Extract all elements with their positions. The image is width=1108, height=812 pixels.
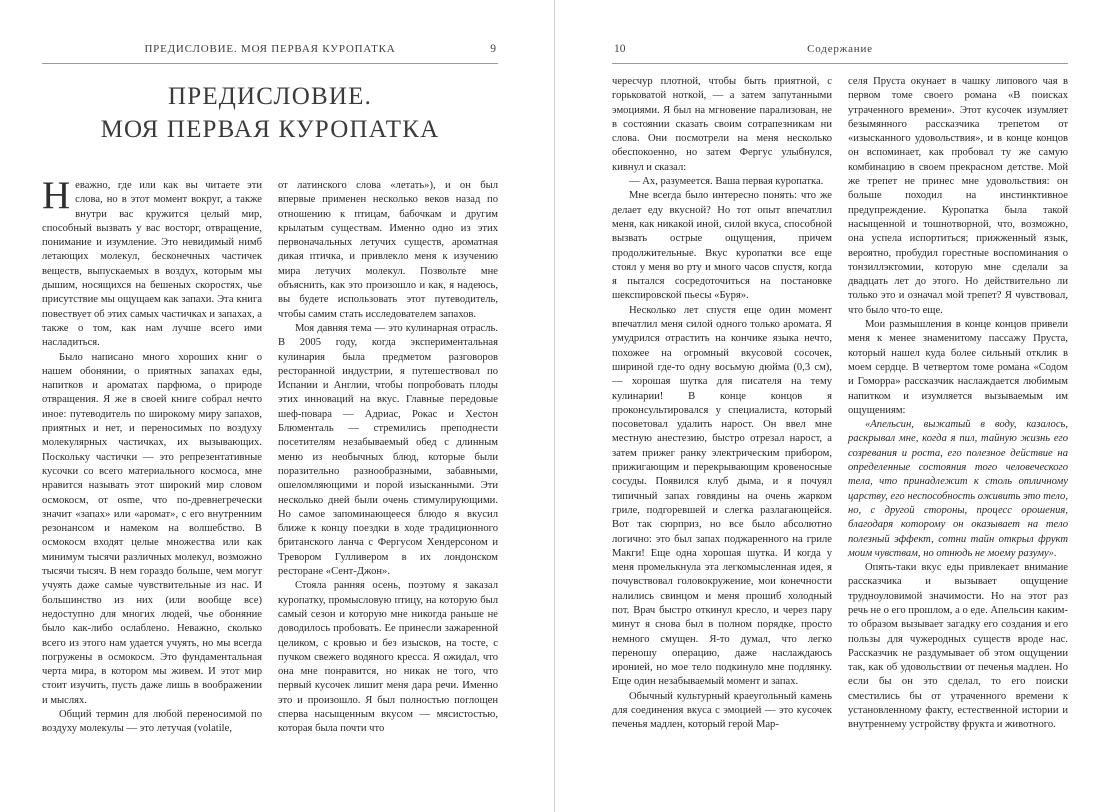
chapter-title-line1: ПРЕДИСЛОВИЕ. bbox=[167, 83, 373, 110]
paragraph: Опять-таки вкус еды привлекает внимание рассказчика и вызывает ощущение трудноуловимой значимости. Но на этот раз речь не о его прошлом, а о еде. Апельсин каким-то образом вызывает загадку его создания и его пользы для чужеродных существ вроде нас. Рассказчик не раздумывает об этом ощущении так, как об удовольствии от печенья мадлен. Но если бы он это сделал, то его поиски сместились бы от утраченного времени к установленному факту, естественной истории и внутреннему устройству фрукта и животного. bbox=[848, 562, 1068, 731]
paragraph: Мне всегда было интересно понять: что же делает еду вкусной? Но тот опыт впечатлил меня, как никакой иной, силой вкуса, способной вызвать острые ощущения, причем продолжительные. Вкус куропатки все еще стоял у меня во рту и много часов спустя, когда я пытался сосредоточиться на постановке шекспировской пьесы «Буря». bbox=[612, 190, 832, 302]
paragraph-quote-italic: «Апельсин, выжатый в воду, казалось, раскрывал мне, когда я пил, тайную жизнь его созревания и роста, его полезное действие на определенные состояния того человеческого тела, что принадлежит к столь отличному царству, его неспособность оживить это тело, но, с другой стороны, процесс орошения, благодаря которому он оказывает на тело полезный эффект, сотни тайн открыл фрукт моим чувствам, но отнюдь не моему разуму». bbox=[848, 419, 1068, 559]
page-number-right: 10 bbox=[614, 43, 626, 55]
paragraph: Несколько лет спустя еще один момент впечатлил меня силой одного только аромата. Я умудрился отрастить на кончике языка нечто, похожее на огромный вкусовой сосочек, шириной где-то одну восьмую дюйма (0,3 см), — хорошая шутка для писателя на тему кулинарии! В конце концов я проконсультировался у специалиста, который посоветовал удалить нарост. Он ввел мне местную анестезию, быстро отрезал нарост, а затем прижег ранку электрическим прибором, прижигающим и перекрывающим кровеносные сосуды. Появился клуб дыма, и я почуял типичный запах говядины на очень жарком гриле, подгоревшей и слегка разлагающейся. Вот так сюрприз, но все было абсолютно логично: это был запах поджаренного на гриле Макги! Еще одна хорошая шутка. И когда у меня промелькнула эта легкомысленная идея, я почувствовал головокружение, мои конечности налились свинцом и меня прошиб холодный пот. Врач быстро откинул кресло, и через пару минут я снова был в полном порядке, просто немного смущен. Я-то думал, что легко переношу операцию, даже наслаждаюсь иронией, но мое тело подкинуло мне подлянку. Еще один незабываемый момент и запах. bbox=[612, 304, 832, 688]
paragraph: Обычный культурный краеугольный камень для соединения вкуса с эмоцией — это кусочек печенья мадлен, который герой Мар- bbox=[612, 690, 832, 731]
paragraph: Моя давняя тема — это кулинарная отрасль. В 2005 году, когда экспериментальная кулинария была предметом разговоров ресторанной индустрии, я путешествовал по Испании и Англии, чтобы попробовать плоды этих инноваций на вкус. Главные передовые шеф-повара — Адриас, Рокас и Хестон Блюменталь — стремились преподнести посетителям незабываемый обед с длинным меню из необычных блюд, которые были поразительно разнообразными, забавными, ошеломляющими и порой изысканными. Эти несколько дней были очень стимулирующими. Но самое запоминающееся блюдо я вкусил ближе к концу поездки в ходе традиционного британского ланча с Фергусом Хендерсоном и Тревором Гулливером в их лондонском ресторане «Сент-Джон». bbox=[278, 322, 498, 578]
column-2 bbox=[848, 75, 1068, 733]
paragraph-text: еважно, где или как вы читаете эти слова, но в этот момент вокруг, а также внутри вас кружится целый мир, способный вызвать у вас восторг, отвращение, понимание и изумление. Это невидимый нимб летающих молекул, бесконечных частичек веществ, выпускаемых в воздух, которым мы дышим, носящихся на бешеных скоростях, чье присутствие мы ощущаем как запахи. Эта книга повествует об этих самых частичках и запахах, а также о том, как нам лучше всего ими насладиться. bbox=[42, 180, 262, 349]
running-head-left: ПРЕДИСЛОВИЕ. МОЯ ПЕРВАЯ КУРОПАТКА bbox=[144, 43, 396, 55]
paragraph: — Ах, разумеется. Ваша первая куропатка. bbox=[629, 176, 824, 188]
text-columns-left-page bbox=[42, 174, 498, 737]
column-1 bbox=[612, 75, 832, 733]
drop-cap: Н bbox=[42, 174, 71, 217]
paragraph: селя Пруста окунает в чашку липового чая в первом томе своего романа «В поисках утраченного времени». Этот кусочек изумляет безымянного рассказчика трепетом от «изысканного удовольствия», и в конце концов он вспоминает, как пробовал ту же самую комбинацию в своем прекрасном детстве. Мой же трепет не принес мне удовольствия: он больше походил на инстинктивное предупреждение. Куропатка была такой насыщенной и тошнотворной, что, возможно, она успела испортиться; прижженный язык, вероятно, пробудил горестные воспоминания о тонзиллэктомии, которую мне сделали за двадцать лет до этого. Но действительно ли только это и означал мой трепет? Я чувствовал, что было что-то еще. bbox=[848, 76, 1068, 316]
paragraph: Было написано много хороших книг о нашем обонянии, о приятных запахах еды, напитков и ароматах парфюма, о природе отвращения. Я же в своей книге собрал нечто иное: путеводитель по широкому миру запахов, приятных и нет, и переносимых по воздуху молекулярных частичках, их вызывающих. Поскольку частички — это репрезентативные кусочки со всего материального космоса, мне нравится называть этот широкий мир словом осмокосм, от osme, что по-древнегречески значит «запах» или «аромат», с его внутренним резонансом и намеком на волшебство. В осмокосм входят целые множества или как минимум тысячи различных молекул, возможно тысячи тысяч. В нем гораздо больше, чем могут учуять даже самые чувствительные из нас. И большинство из них (или вообще все) недоступно для многих людей, чье обоняние было как-либо ослаблено. Неважно, сколько всего из этого нам удается учуять, но мы всегда погружены в осмокосм. Это фундаментальная черта мира, в котором мы живем. И этот мир стоит изучить, пусть даже лишь в воображении и мыслях. bbox=[42, 351, 262, 706]
page-header-left bbox=[42, 42, 498, 64]
chapter-title-line2: МОЯ ПЕРВАЯ КУРОПАТКА bbox=[100, 116, 440, 143]
paragraph: Мои размышления в конце концов привели меня к менее знаменитому пассажу Пруста, который нашел куда более сильный отклик в моем сердце. В четвертом томе романа «Содом и Гоморра» рассказчик наслаждается любимым напитком и изумляется вызываемым им ощущениям: bbox=[848, 319, 1068, 416]
page-number-left: 9 bbox=[490, 43, 496, 55]
paragraph: от латинского слова «летать»), и он был впервые применен несколько веков назад по отношению к птицам, бабочкам и другим крылатым существам. Именно одно из этих первоначальных летучих существ, ароматная дикая птичка, и привлекло меня к изучению мира летучих молекул. Позвольте мне объяснить, как это произошло и как, я надеюсь, вы будете использовать этот путеводитель, чтобы самим стать исследователем запахов. bbox=[278, 180, 498, 320]
book-page-right bbox=[612, 42, 1068, 733]
page-header-right bbox=[612, 42, 1068, 64]
running-head-right: Содержание bbox=[807, 43, 873, 55]
book-page-left bbox=[42, 42, 498, 737]
paragraph bbox=[42, 174, 262, 351]
column-2 bbox=[278, 179, 498, 737]
column-1 bbox=[42, 174, 262, 737]
paragraph: Стояла ранняя осень, поэтому я заказал куропатку, промысловую птицу, на которую был самый сезон и которую мне никогда раньше не доводилось пробовать. Ее принесли зажаренной целиком, с кровью и без изысков, на тосте, с пучком свежего водяного кресса. Я ожидал, что она мне понравится, но никак не того, что первый кусочек лишит меня дара речи. Именно это и произошло. Я был полностью поглощен сперва насыщенным вкусом — мясистостью, которая была почти что bbox=[278, 580, 498, 735]
page-gutter-divider bbox=[554, 0, 555, 812]
text-columns-right-page bbox=[612, 75, 1068, 733]
chapter-title bbox=[42, 80, 498, 146]
paragraph: чересчур плотной, чтобы быть приятной, с горьковатой ноткой, — а затем запутанными эмоциями. Я был на мгновение парализован, не в состоянии сказать своим сотрапезникам ни слова. Они посмотрели на меня несколько обеспокоенно, но затем Фергус улыбнулся, кивнул и сказал: bbox=[612, 76, 832, 173]
paragraph: Общий термин для любой переносимой по воздуху молекулы — это летучая (volatile, bbox=[42, 708, 262, 735]
